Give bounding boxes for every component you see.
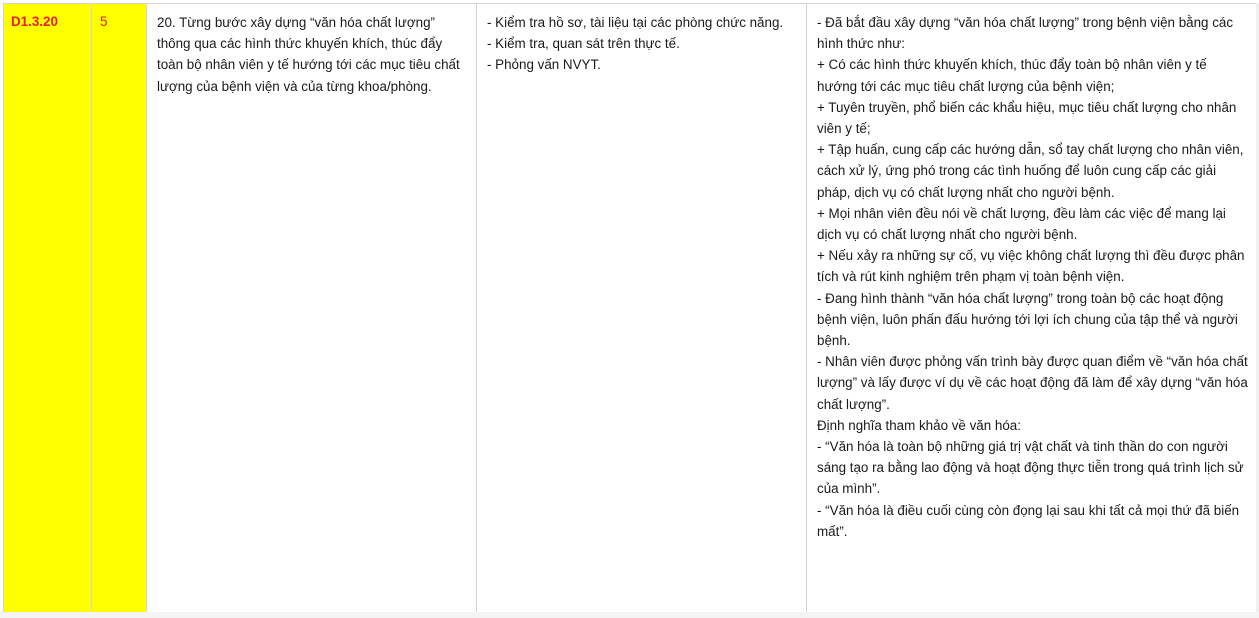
criterion-description: 20. Từng bước xây dựng “văn hóa chất lượng” thông qua các hình thức khuyến khích, thúc đẩy toàn bộ nhân viên y tế hướng tới các mục tiêu chất lượng của bệnh viện và của từng khoa/phòng. [157,15,460,94]
finding-item: + Tập huấn, cung cấp các hướng dẫn, sổ tay chất lượng cho nhân viên, cách xử lý, ứng phó trong các tình huống để luôn cung cấp các giải pháp, dịch vụ có chất lượng nhất cho người bệnh. [817,142,1244,200]
criteria-table [3,3,1257,615]
method-item: - Kiểm tra hồ sơ, tài liệu tại các phòng chức năng. [487,15,784,30]
finding-item: - Đã bắt đầu xây dựng “văn hóa chất lượng” trong bệnh viện bằng các hình thức như: [817,15,1234,52]
assessment-methods-cell[interactable] [477,4,807,615]
table-row [4,4,1257,615]
finding-item: - Nhân viên được phỏng vấn trình bày được quan điểm về “văn hóa chất lượng” và lấy được ví dụ về các hoạt động đã làm để xây dựng “văn hóa chất lượng”. [817,354,1248,412]
finding-item: Định nghĩa tham khảo về văn hóa: [817,417,1021,433]
score-cell[interactable] [92,4,147,615]
finding-item: + Tuyên truyền, phổ biến các khẩu hiệu, mục tiêu chất lượng cho nhân viên y tế; [817,99,1237,137]
next-row-edge[interactable] [0,612,1259,618]
finding-item: - “Văn hóa là toàn bộ những giá trị vật chất và tinh thần do con người sáng tạo ra bằng lao động và hoạt động thực tiễn trong quá trình lịch sử của mình”. [817,439,1244,497]
finding-item: - “Văn hóa là điều cuối cùng còn đọng lại sau khi tất cả mọi thứ đã biến mất”. [817,502,1240,539]
criterion-description-cell[interactable] [147,4,477,615]
criterion-code: D1.3.20 [11,14,58,29]
finding-item: - Đang hình thành “văn hóa chất lượng” trong toàn bộ các hoạt động bệnh viện, luôn phấn đấu hướng tới lợi ích chung của tập thể và người bệnh. [817,290,1238,349]
method-item: - Kiểm tra, quan sát trên thực tế. [487,36,680,52]
finding-item: + Nếu xảy ra những sự cố, vụ việc không chất lượng thì đều được phân tích và rút kinh nghiệm trên phạm vị toàn bệnh viện. [817,248,1245,285]
finding-item: + Mọi nhân viên đều nói về chất lượng, đều làm các việc để mang lại dịch vụ có chất lượng nhất cho người bệnh. [817,205,1226,243]
score-value: 5 [100,14,108,29]
method-item: - Phỏng vấn NVYT. [487,57,601,73]
findings-cell[interactable] [807,4,1257,615]
finding-item: + Có các hình thức khuyến khích, thúc đẩy toàn bộ nhân viên y tế hướng tới các mục tiêu chất lượng của bệnh viện; [817,57,1207,94]
criterion-code-cell[interactable] [4,4,92,615]
